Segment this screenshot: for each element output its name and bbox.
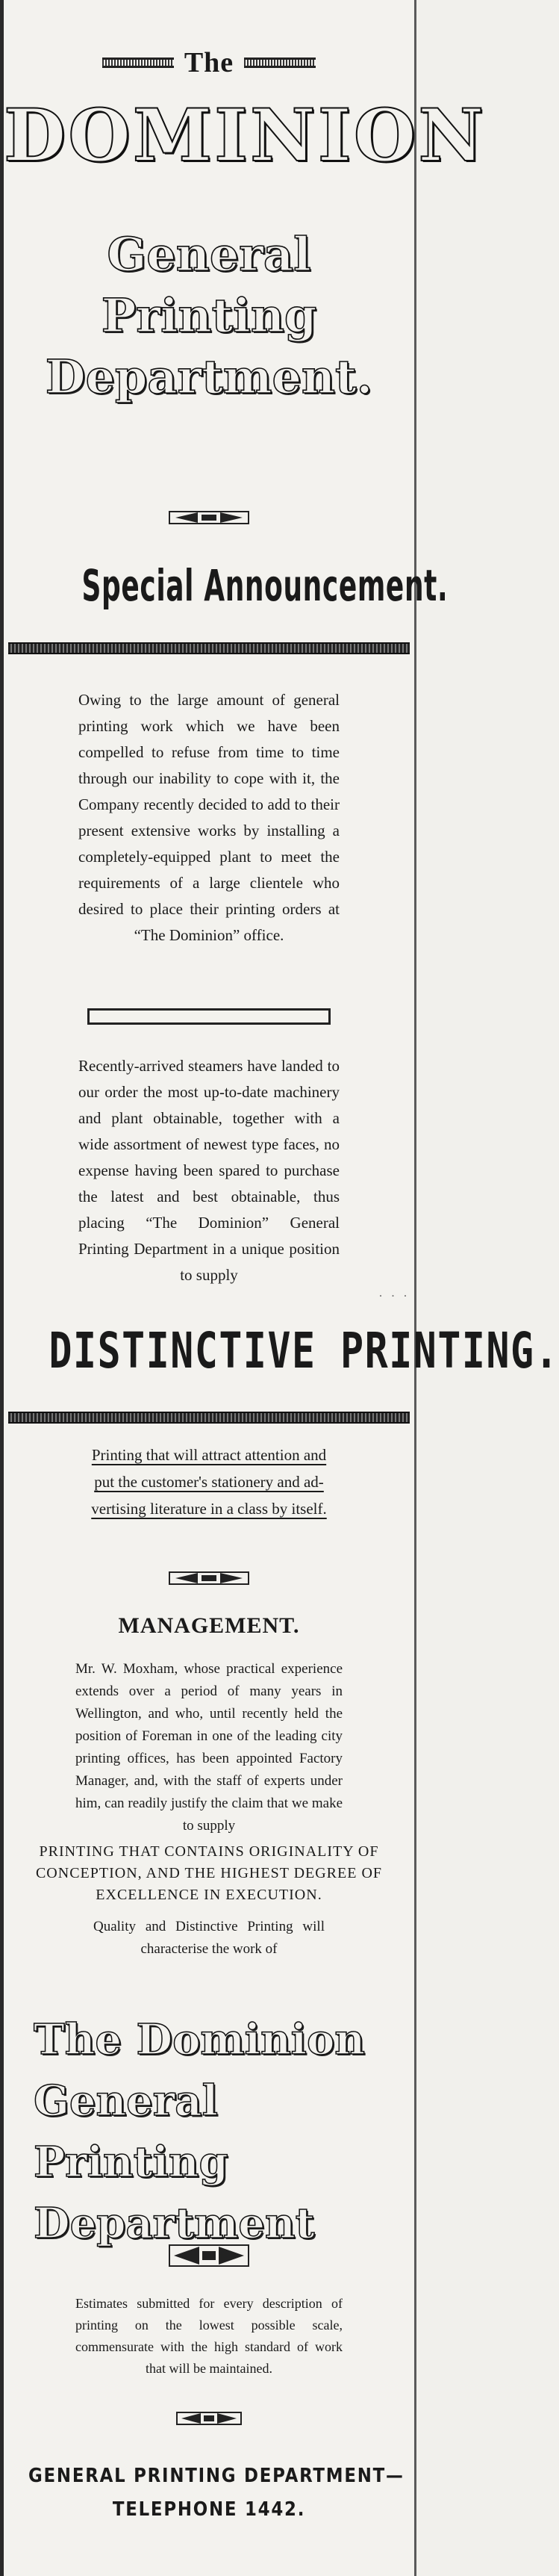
print-specks: · · · <box>378 1288 410 1303</box>
ornament-divider-3 <box>4 2241 414 2271</box>
quality-paragraph: Quality and Distinctive Printing will characterise the work of <box>93 1919 325 1957</box>
caps-line-1: PRINTING THAT CONTAINS ORIGINALITY OF <box>39 1843 379 1860</box>
closing-title-line-1: The Dominion <box>34 2015 366 2064</box>
paragraph-steamers: Recently-arrived steamers have landed to our order the most up-to-date machinery and plant obtainable, together with a wide assortment of newest type faces, no expense having been spared to purchase the latest and best obtainable, thus placing “The Dominion” General Printing Department in a unique position to supply <box>78 1057 340 1284</box>
ornament-divider-2 <box>4 1568 414 1588</box>
caps-line-3: EXCELLENCE IN EXECUTION. <box>96 1887 322 1903</box>
special-announcement-heading: Special Announcement. <box>81 560 449 611</box>
attention-line-3: vertising literature in a class by itself. <box>91 1500 327 1518</box>
masthead-the: The <box>184 47 234 78</box>
scroll-ornament-icon <box>168 2241 250 2271</box>
ornament-divider-1 <box>4 508 414 527</box>
scroll-ornament-icon <box>168 508 250 527</box>
distinctive-printing-heading: DISTINCTIVE PRINTING. <box>49 1322 559 1379</box>
closing-title-line-2: General Printing <box>34 2076 228 2187</box>
masthead-subtitle <box>4 224 414 408</box>
paragraph-owing: Owing to the large amount of general printing work which we have been compelled to refuse from time to time through our inability to cope with it, the Company recently decided to add to their present extensive works by installing a completely-equipped plant to meet the requirements of a large clientele who desired to place their printing orders at “The Dominion” office. <box>78 691 340 944</box>
scroll-ornament-icon <box>175 2409 243 2428</box>
masthead-the-row <box>4 46 414 79</box>
box-rule-divider <box>87 1008 331 1025</box>
originality-caps-block <box>34 1841 384 1906</box>
attention-line-2: put the customer's stationery and ad- <box>94 1473 324 1491</box>
caps-line-2: CONCEPTION, AND THE HIGHEST DEGREE OF <box>35 1865 383 1881</box>
closing-title-line-3: Department <box>34 2199 315 2248</box>
masthead-department: Department. <box>45 350 373 404</box>
ornamental-bar-right <box>244 58 316 68</box>
masthead-general: General <box>107 227 311 282</box>
attention-line-1: Printing that will attract attention and <box>91 1446 327 1464</box>
footer-line-2: TELEPHONE 1442. <box>112 2498 306 2521</box>
footer-line-1: GENERAL PRINTING DEPARTMENT— <box>28 2465 405 2487</box>
thick-rule-1 <box>8 642 410 654</box>
management-heading: MANAGEMENT. <box>118 1613 300 1638</box>
estimates-paragraph: Estimates submitted for every description of printing on the lowest possible scale, commensurate with the high standard of work that will be maintained. <box>75 2296 343 2376</box>
thick-rule-2 <box>8 1412 410 1424</box>
attention-block <box>78 1441 340 1522</box>
management-paragraph: Mr. W. Moxham, whose practical experience extends over a period of many years in Wellington, and who, until recently held the position of Foreman in one of the leading city printing offices, has been appointed Factory Manager, and, with the staff of experts under him, can readily justify the claim that we make to supply <box>75 1661 343 1834</box>
masthead-dominion: DOMINION <box>4 93 487 178</box>
scroll-ornament-icon <box>168 1568 250 1588</box>
ornament-divider-4 <box>4 2409 414 2428</box>
closing-title <box>34 2009 399 2254</box>
ornamental-bar-left <box>102 58 174 68</box>
masthead-printing: Printing <box>101 288 317 343</box>
